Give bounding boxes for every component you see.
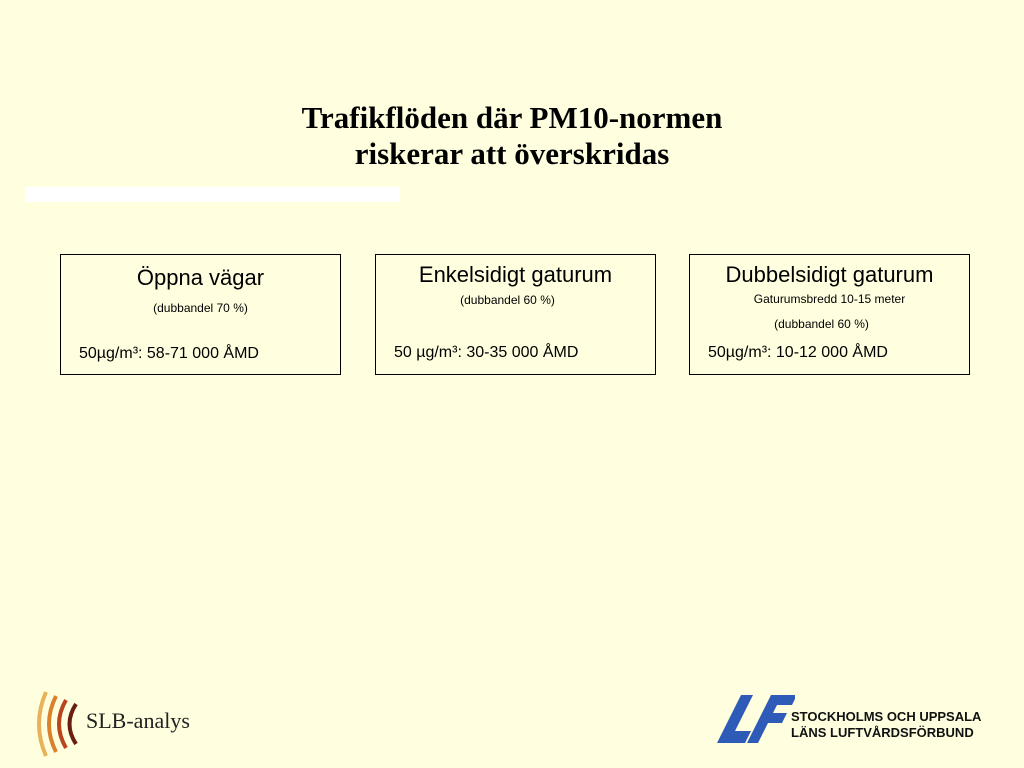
title-line-2: riskerar att överskridas <box>354 136 670 171</box>
box-value: 50µg/m³: 58-71 000 ÅMD <box>79 345 259 362</box>
title-line-1: Trafikflöden där PM10-normen <box>301 100 723 135</box>
box-heading: Enkelsidigt gaturum <box>418 262 613 287</box>
box-subtext-2: (dubbandel 60 %) <box>774 317 869 331</box>
box-value: 50µg/m³: 10-12 000 ÅMD <box>708 344 888 361</box>
box-value: 50 µg/m³: 30-35 000 ÅMD <box>394 344 579 361</box>
slb-analys-logo <box>30 688 230 760</box>
slide-title <box>0 100 1024 172</box>
decorative-bar <box>25 187 400 202</box>
slb-arcs-icon <box>30 688 90 760</box>
box-open-roads <box>60 254 341 375</box>
lvf-mark-icon <box>715 693 795 745</box>
lvf-line-2: LÄNS LUFTVÅRDSFÖRBUND <box>791 725 974 740</box>
box-heading: Dubbelsidigt gaturum <box>725 262 934 287</box>
box-heading: Öppna vägar <box>136 265 265 290</box>
box-subtext: (dubbandel 70 %) <box>153 301 248 315</box>
lvf-line-1: STOCKHOLMS OCH UPPSALA <box>791 709 982 724</box>
slb-logo-text: SLB-analys <box>86 708 190 733</box>
box-double-street-canyon <box>689 254 970 375</box>
box-subtext: (dubbandel 60 %) <box>460 293 555 307</box>
lvf-logo-text <box>791 709 1001 741</box>
box-subtext: Gaturumsbredd 10-15 meter <box>753 292 906 306</box>
lvf-logo <box>715 693 1005 749</box>
box-single-street-canyon <box>375 254 656 375</box>
